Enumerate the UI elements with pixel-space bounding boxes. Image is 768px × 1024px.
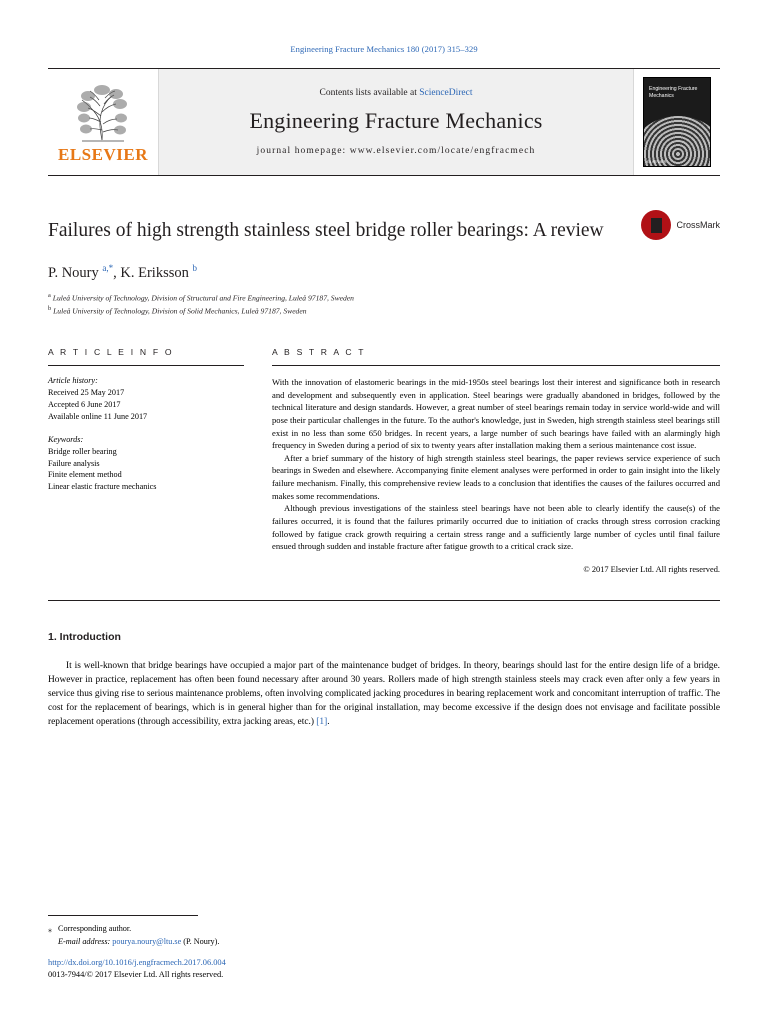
keyword-item: Linear elastic fracture mechanics [48, 482, 157, 492]
title-block [48, 218, 720, 243]
history-online: Available online 11 June 2017 [48, 411, 148, 421]
cover-title: Engineering Fracture Mechanics [649, 86, 698, 99]
crossmark-icon-inner [651, 218, 662, 233]
introduction-text-before-ref: It is well-known that bridge bearings have occupied a major part of the maintenance budget of bridges. In theory, bearings should last for the entire design life of a bridge. However in practice, replacement has often been found necessary after around 30 years. Rollers made of high strength stainless steels may crack even after only a few years in service thus giving rise to serious maintenance problems, often involving complicated jacking procedures in bearing replacement work and concomitant interruption of traffic. The cost for the replacement of bearings, which is in general higher than for the original installation, may become excessive if the design does not envisage and facilitate possible replacement operations (through accessibility, extra jacking areas, etc.) [48, 660, 720, 728]
introduction-paragraph [48, 659, 720, 730]
article-history-label: Article history: [48, 376, 98, 386]
email-label: E-mail address: [58, 936, 111, 946]
keywords-label: Keywords: [48, 434, 84, 444]
affiliation-b: $^b$ Luleå University of Technology, Division of Solid Mechanics, Luleå 97187, Sweden [48, 305, 307, 316]
corresponding-author-text: Corresponding author. [58, 924, 132, 934]
corresponding-author-note [48, 923, 720, 935]
elsevier-logo [48, 69, 158, 175]
article-info-heading: A R T I C L E I N F O [48, 347, 174, 358]
article-info-column [48, 347, 244, 574]
affiliations [48, 291, 720, 317]
article-info-rule [48, 365, 244, 366]
journal-homepage-line[interactable]: journal homepage: www.elsevier.com/locate/engfracmech [256, 146, 536, 156]
affiliation-a: $^a$ Luleå University of Technology, Division of Structural and Fire Engineering, Luleå 97187, Sweden [48, 292, 354, 303]
keyword-item: Failure analysis [48, 458, 100, 468]
elsevier-wordmark: ELSEVIER [58, 144, 148, 164]
keyword-item: Bridge roller bearing [48, 446, 117, 456]
asterisk-icon: ⁎ [48, 925, 52, 935]
info-abstract-row [48, 347, 720, 574]
email-link[interactable]: pourya.noury@ltu.se [112, 936, 182, 946]
contents-available-line [319, 88, 472, 98]
abstract-heading: A B S T R A C T [272, 347, 366, 358]
affiliation-a-text: Luleå University of Technology, Division of Structural and Fire Engineering, Luleå 97187, Sweden [52, 293, 354, 303]
page-title: Failures of high strength stainless steel bridge roller bearings: A review [48, 220, 604, 241]
cover-image [643, 77, 711, 167]
abstract-paragraph: With the innovation of elastomeric bearings in the mid-1950s steel bearings lost their interest and significance both in research and development and subsequently even in application. Steel bearings were gradually abandoned in bridges, followed by the technical literature and design standards. However, a great number of steel bearings remain today in service world-wide and will pose their particular challenges in the future. To the author's knowledge, just in Sweden, high strength stainless steel bearings still exist in no less than some 650 bridges. In recent years, a large number of such bearings have failed with an alarmingly high frequency in Sweden during a period of six to twenty years after installation making them a serious maintenance cost issue. [272, 377, 720, 451]
issn-copyright-line: 0013-7944/© 2017 Elsevier Ltd. All rights reserved. [48, 970, 224, 980]
crossmark-badge[interactable] [641, 210, 720, 240]
masthead-center [158, 69, 634, 175]
crossmark-icon [641, 210, 671, 240]
history-received: Received 25 May 2017 [48, 388, 125, 398]
journal-masthead [48, 68, 720, 176]
footnotes [48, 915, 720, 948]
affiliation-b-text: Luleå University of Technology, Division of Solid Mechanics, Luleå 97187, Sweden [53, 306, 307, 316]
crossmark-label: CrossMark [676, 220, 720, 230]
running-head: Engineering Fracture Mechanics 180 (2017) 315–329 [290, 44, 478, 54]
email-note [48, 936, 720, 948]
abstract-copyright: © 2017 Elsevier Ltd. All rights reserved. [583, 564, 720, 574]
history-accepted: Accepted 6 June 2017 [48, 399, 121, 409]
journal-title: Engineering Fracture Mechanics [249, 108, 543, 133]
author-affiliation-marker-a: a,* [102, 263, 114, 274]
author-affiliation-marker-b: b [192, 263, 197, 274]
elsevier-tree-icon [66, 82, 140, 144]
abstract-bottom-rule [48, 600, 720, 601]
doi-link[interactable]: http://dx.doi.org/10.1016/j.engfracmech.2017.06.004 [48, 957, 226, 967]
introduction-text-after-ref: . [327, 717, 330, 728]
cover-footer: ELSEVIER [647, 159, 667, 164]
citation-link-1[interactable]: [1] [316, 717, 328, 728]
footnote-rule [48, 915, 198, 916]
abstract-column [272, 347, 720, 574]
abstract-paragraph: Although previous investigations of the stainless steel bearings have not been able to clearly identify the cause(s) of the failures occurred, it is found that the failures primarily occurred due to initiation of cracks through stress corrosion cracking followed by fatigue crack growth requiring a certain stress range and a sufficiently large number of cycles until final failure ensued through sudden and instable fracture after fatigue growth to a critical crack size. [272, 503, 720, 552]
abstract-paragraph: After a brief summary of the history of high strength stainless steel bearings, the paper reviews service experience of such bearings in Sweden and elsewhere. Accompanying finite element analyses were performed in order to gain insight into the likely failure mechanism. Finally, this comprehensive review leads to a conclusion that identifies the causes of the failures occurred and makes some recommendations. [272, 452, 720, 501]
author-list: P. Noury $^{a,*}$, K. Eriksson $^b$ [48, 263, 197, 282]
section-heading-introduction: 1. Introduction [48, 630, 121, 643]
sciencedirect-link[interactable]: ScienceDirect [419, 88, 473, 98]
journal-cover-thumbnail [634, 69, 720, 175]
doi-block [48, 957, 226, 982]
keyword-item: Finite element method [48, 470, 122, 480]
email-owner: (P. Noury). [183, 936, 220, 946]
contents-prefix: Contents lists available at [319, 88, 417, 98]
abstract-rule [272, 365, 720, 366]
info-spacer [48, 423, 244, 435]
